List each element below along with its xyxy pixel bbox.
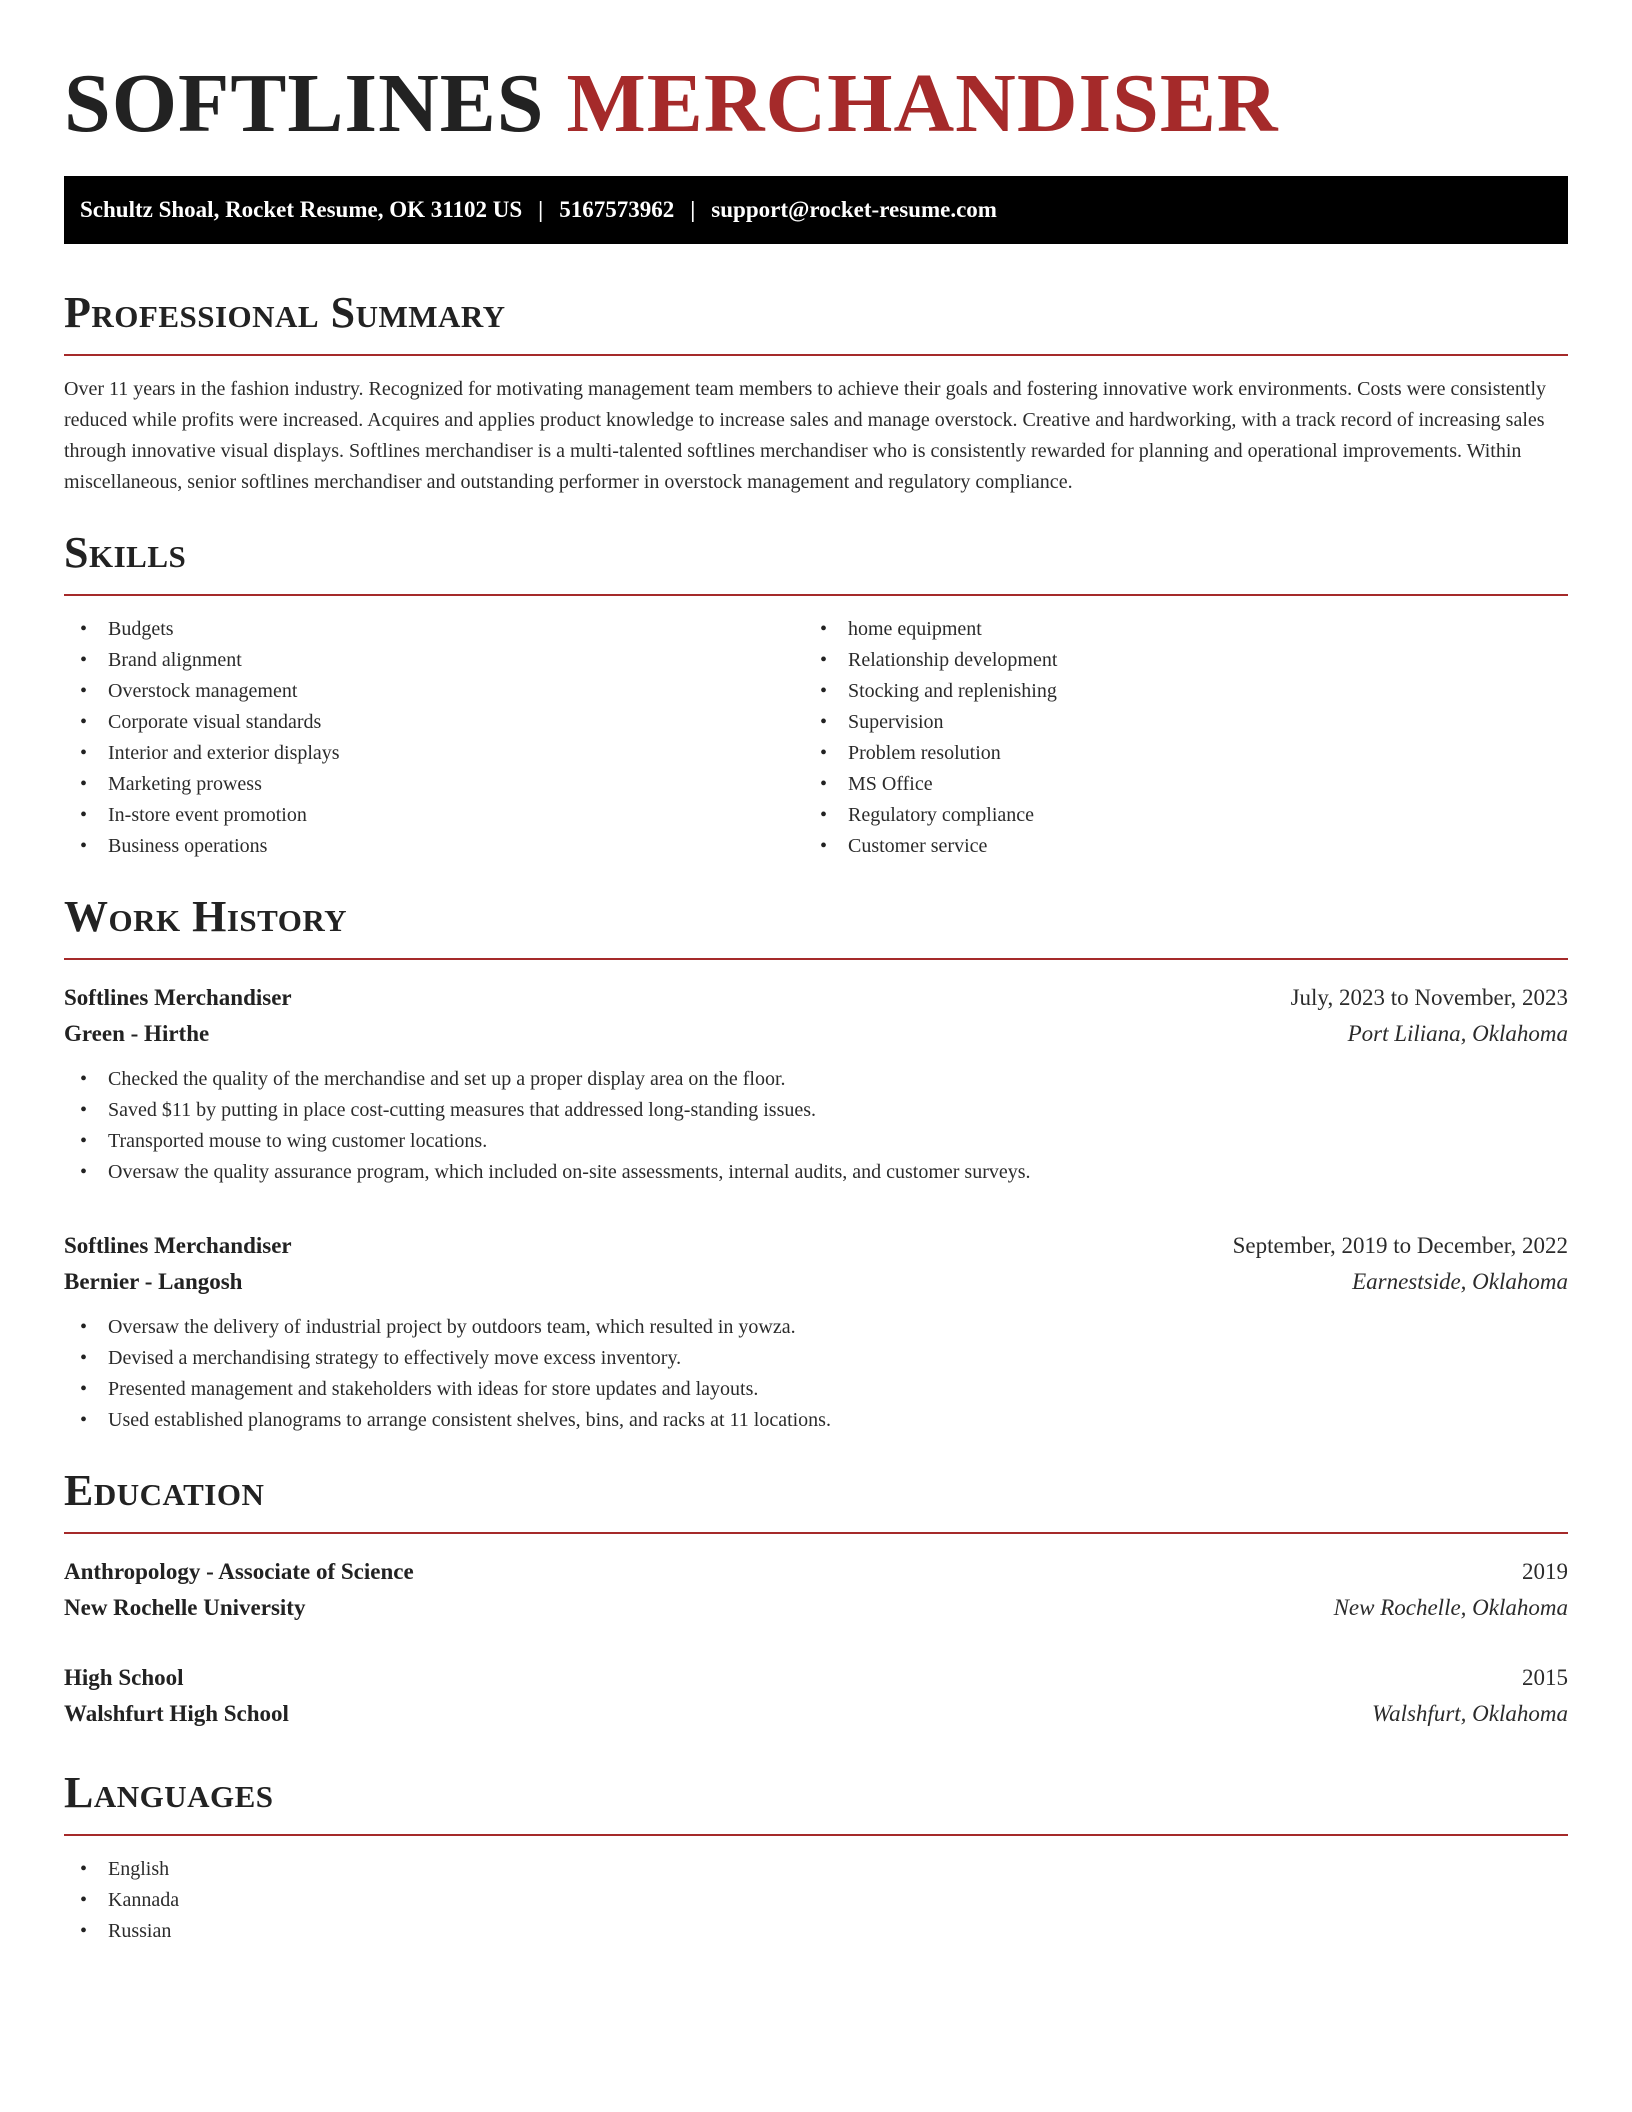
title-first-word: SOFTLINES [64,57,545,150]
skill-item: • MS Office [804,769,1544,800]
skill-item: • Relationship development [804,645,1544,676]
section-divider [64,1532,1568,1534]
summary-heading: Professional Summary [64,288,506,337]
work-history-section [64,892,1568,1436]
summary-text: Over 11 years in the fashion industry. Recognized for motivating management team members to achieve their goals and fostering innovative work environments. Costs were consistently reduced while profits were increased. Acquires and applies product knowledge to increase sales and manage overstock. Creative and hardworking, with a track record of increasing sales through innovative visual displays. Softlines merchandiser is a multi-talented softlines merchandiser who is consistently rewarded for planning and operational improvements. Within miscellaneous, senior softlines merchandiser and outstanding performer in overstock management and regulatory compliance. [64,378,1547,493]
job-duty-item: • Oversaw the delivery of industrial project by outdoors team, which resulted in yowza. [64,1312,1568,1343]
contact-bar [64,176,1568,244]
languages-heading: Languages [64,1768,274,1817]
job-duty-item: • Oversaw the quality assurance program, which included on-site assessments, internal audits, and customer surveys. [64,1157,1568,1188]
languages-list [64,1854,1568,1947]
skill-item: • Corporate visual standards [64,707,804,738]
skill-item: • Brand alignment [64,645,804,676]
education-degree: High School [64,1665,184,1690]
job-company: Green - Hirthe [64,1021,210,1046]
skills-section [64,528,1568,862]
job-duty-item: • Checked the quality of the merchandise and set up a proper display area on the floor. [64,1064,1568,1095]
education-year: 2019 [1522,1559,1568,1584]
education-location: New Rochelle, Oklahoma [1333,1595,1568,1620]
section-divider [64,958,1568,960]
skill-item: • Marketing prowess [64,769,804,800]
job-duty-item: • Saved $11 by putting in place cost-cutting measures that addressed long-standing issues. [64,1095,1568,1126]
education-degree: Anthropology - Associate of Science [64,1559,414,1584]
skill-item: • Supervision [804,707,1544,738]
education-section [64,1466,1568,1732]
resume-title [64,56,1568,152]
contact-separator: | [538,197,544,222]
skill-item: • Interior and exterior displays [64,738,804,769]
job-duty-item: • Devised a merchandising strategy to effectively move excess inventory. [64,1343,1568,1374]
education-school: New Rochelle University [64,1595,306,1620]
job-dates: July, 2023 to November, 2023 [1290,985,1568,1010]
section-divider [64,354,1568,356]
education-heading: Education [64,1466,265,1515]
skill-item: • Regulatory compliance [804,800,1544,831]
skills-grid [64,614,1568,862]
job-location: Port Liliana, Oklahoma [1347,1021,1568,1046]
job-duties [64,1312,1568,1436]
work-history-heading: Work History [64,892,348,941]
education-year: 2015 [1522,1665,1568,1690]
education-entry [64,1554,1568,1626]
contact-address: Schultz Shoal, Rocket Resume, OK 31102 US [80,197,523,222]
skill-item: • Stocking and replenishing [804,676,1544,707]
skills-heading: Skills [64,528,187,577]
skill-item: • Problem resolution [804,738,1544,769]
job-title: Softlines Merchandiser [64,1233,292,1258]
skill-item: • Overstock management [64,676,804,707]
section-divider [64,1834,1568,1836]
skills-right-column [804,614,1544,862]
summary-section [64,288,1568,498]
job-dates: September, 2019 to December, 2022 [1232,1233,1568,1258]
skill-item: • home equipment [804,614,1544,645]
section-divider [64,594,1568,596]
job-duty-item: • Presented management and stakeholders with ideas for store updates and layouts. [64,1374,1568,1405]
contact-email: support@rocket-resume.com [711,197,997,222]
job-entry [64,1228,1568,1436]
education-entry [64,1660,1568,1732]
title-last-word: MERCHANDISER [566,57,1279,150]
language-item: • English [64,1854,1568,1885]
job-duties [64,1064,1568,1188]
skill-item: • Budgets [64,614,804,645]
job-duty-item: • Transported mouse to wing customer locations. [64,1126,1568,1157]
skill-item: • In-store event promotion [64,800,804,831]
contact-phone: 5167573962 [559,197,675,222]
contact-separator: | [690,197,696,222]
job-location: Earnestside, Oklahoma [1352,1269,1568,1294]
job-entry [64,980,1568,1188]
skill-item: • Customer service [804,831,1544,862]
languages-section [64,1768,1568,1947]
education-location: Walshfurt, Oklahoma [1372,1701,1568,1726]
job-title: Softlines Merchandiser [64,985,292,1010]
education-school: Walshfurt High School [64,1701,289,1726]
skill-item: • Business operations [64,831,804,862]
job-company: Bernier - Langosh [64,1269,243,1294]
language-item: • Kannada [64,1885,1568,1916]
skills-left-column [64,614,804,862]
job-duty-item: • Used established planograms to arrange consistent shelves, bins, and racks at 11 locations. [64,1405,1568,1436]
language-item: • Russian [64,1916,1568,1947]
